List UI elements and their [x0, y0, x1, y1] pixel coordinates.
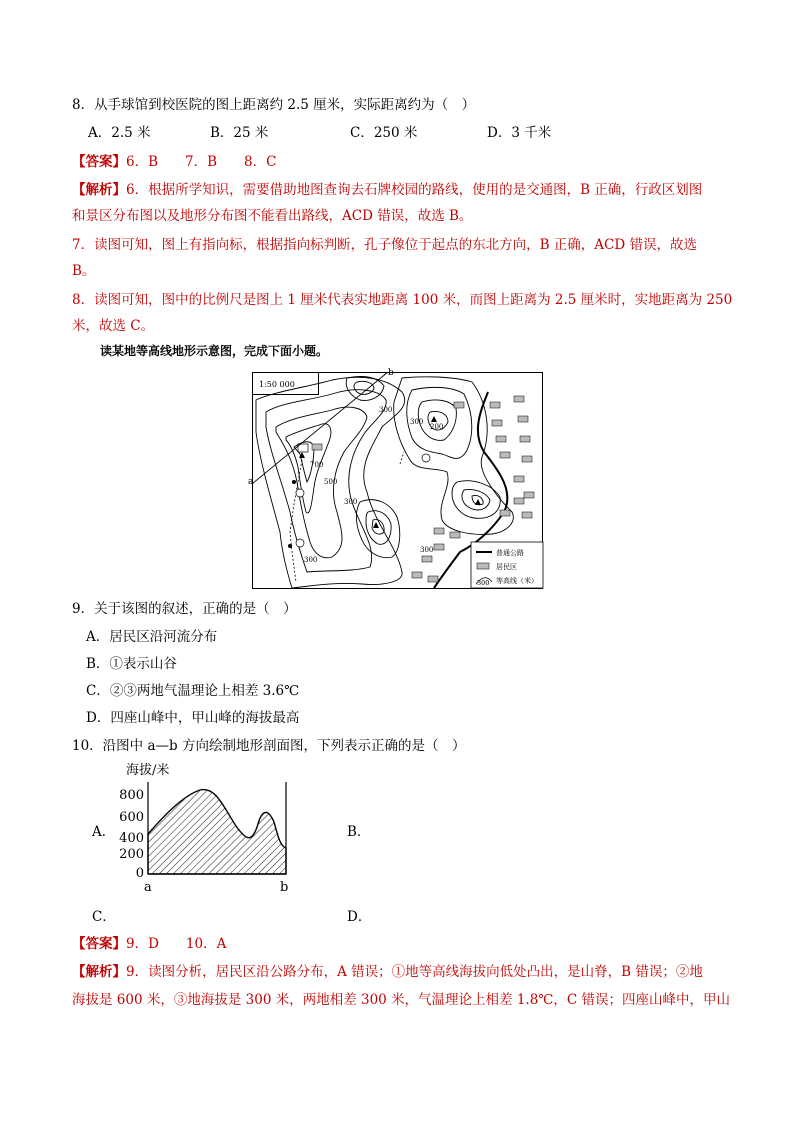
point-2-marker	[296, 489, 304, 497]
analysis-block-2-line1	[72, 960, 703, 980]
y-tick-label: 0	[135, 866, 144, 881]
map-label-b: b	[388, 368, 394, 378]
section-intro: 读某地等高线地形示意图，完成下面小题。	[100, 344, 329, 358]
contour-label: 500	[324, 478, 338, 486]
q10-option-c: C．	[92, 909, 116, 925]
profile-terrain	[148, 790, 286, 874]
q10-option-b: B．	[347, 824, 371, 840]
q8-option-b: B．25 米	[210, 125, 269, 141]
profile-x-label-b: b	[280, 880, 289, 895]
y-tick-label: 200	[119, 847, 144, 862]
profile-chart	[112, 758, 302, 894]
analysis-1-line4: B。	[72, 263, 96, 279]
answer-block-2	[72, 932, 226, 952]
contour-label: 300	[379, 406, 393, 414]
analysis-tag: 【解析】	[72, 964, 126, 980]
analysis-2-line2: 海拔是 600 米，③地海拔是 300 米，两地相差 300 米，气温理论上相差 1.8℃，C 错误；四座山峰中，甲山	[72, 992, 731, 1008]
q9-option-b: B．①表示山谷	[86, 656, 177, 672]
contour-label: 300	[304, 556, 318, 564]
profile-x-label-a: a	[144, 880, 152, 895]
q9-stem: 9．关于该图的叙述，正确的是（ ）	[72, 601, 297, 617]
contour-label: 300	[420, 546, 434, 554]
q9-option-d: D．四座山峰中，甲山峰的海拔最高	[86, 710, 300, 726]
point-2-icon	[292, 480, 296, 484]
q8-option-c: C．250 米	[350, 125, 418, 141]
q9-option-a: A．居民区沿河流分布	[86, 629, 218, 645]
analysis-1-line6: 米，故选 C。	[72, 318, 155, 334]
contour-label: 300	[410, 418, 424, 426]
analysis-1-line2: 和景区分布图以及地形分布图不能看出路线，ACD 错误，故选 B。	[72, 208, 473, 224]
q10-stem: 10．沿图中 a—b 方向绘制地形剖面图，下列表示正确的是（ ）	[72, 738, 466, 754]
legend-settlement-swatch	[477, 563, 489, 569]
y-tick-label: 800	[119, 788, 144, 803]
q10-option-d: D．	[347, 909, 372, 925]
scale-label: 1:50 000	[259, 380, 295, 389]
analysis-text: 6．根据所学知识，需要借助地图查询去石牌校园的路线，使用的是交通图，B 正确，行政区划图	[126, 182, 703, 198]
analysis-1-line3: 7．读图可知，图上有指向标，根据指向标判断，孔子像位于起点的东北方向，B 正确，ACD 错误，故选	[72, 237, 697, 253]
answer-tag: 【答案】	[72, 154, 126, 170]
contour-label: 300	[344, 498, 358, 506]
analysis-text: 9．读图分析，居民区沿公路分布，A 错误；①地等高线海拔向低处凸出，是山脊，B 错误；②地	[126, 964, 703, 980]
map-label-a: a	[248, 477, 254, 487]
legend-settlement-label: 居民区	[496, 563, 517, 571]
contour-map	[248, 368, 544, 590]
point-3-icon	[288, 544, 292, 548]
point-1-marker	[422, 454, 430, 462]
legend-road-label: 普通公路	[496, 549, 524, 557]
answer-text: 9．D 10．A	[126, 936, 227, 952]
profile-y-label: 海拔/米	[126, 763, 170, 778]
answer-text: 6．B 7．B 8．C	[126, 154, 277, 170]
legend-contour-label: 等高线（米）	[496, 577, 538, 585]
q10-option-a: A．	[92, 824, 116, 840]
y-tick-label: 600	[119, 810, 144, 825]
analysis-tag: 【解析】	[72, 182, 126, 198]
y-tick-label: 400	[119, 831, 144, 846]
analysis-1-line5: 8．读图可知，图中的比例尺是图上 1 厘米代表实地距离 100 米，而图上距离为 2.5 厘米时，实地距离为 250	[72, 292, 733, 308]
analysis-block-1-line1	[72, 178, 702, 198]
answer-block-1	[72, 150, 276, 170]
q8-option-a: A．2.5 米	[88, 125, 151, 141]
q8-stem: 8．从手球馆到校医院的图上距离约 2.5 厘米，实际距离约为（ ）	[72, 97, 476, 113]
q8-option-d: D．3 千米	[487, 125, 552, 141]
contour-label: 200	[430, 423, 444, 431]
legend-contour-value: 300	[477, 579, 490, 587]
contour-label: 700	[310, 461, 324, 469]
answer-tag: 【答案】	[72, 936, 126, 952]
q9-option-c: C．②③两地气温理论上相差 3.6℃	[86, 683, 300, 699]
point-3-marker	[296, 539, 304, 547]
